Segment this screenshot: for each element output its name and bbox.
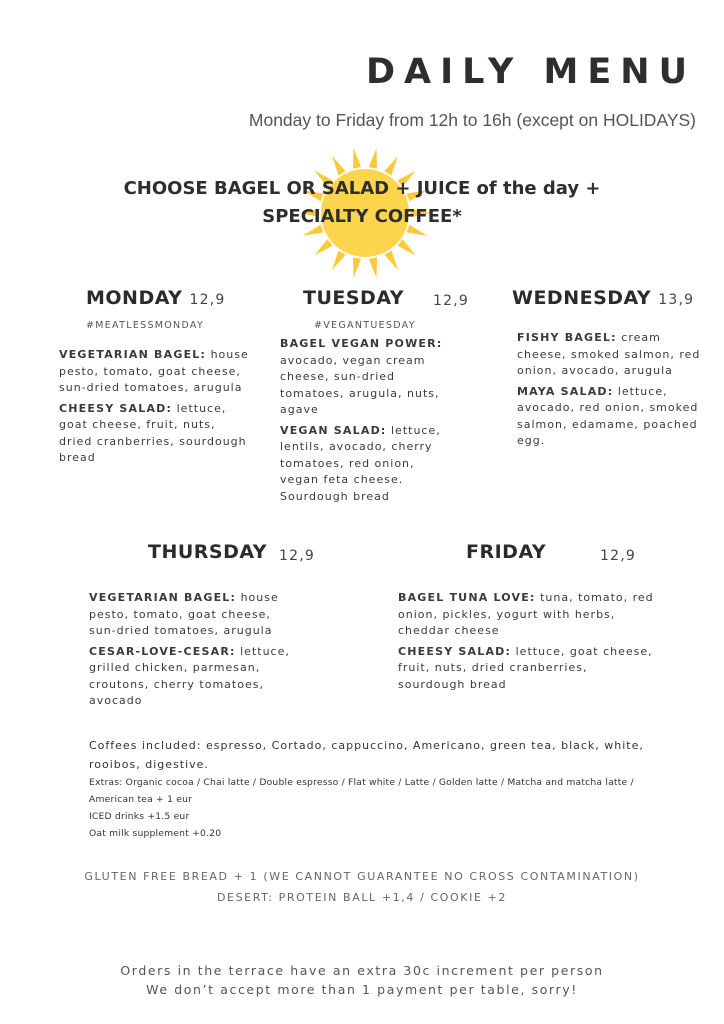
day-wednesday [512,287,694,309]
notes-section [0,866,724,908]
oat-milk: Oat milk supplement +0.20 [89,828,222,839]
day-tag: #MEATLESSMONDAY [86,320,205,331]
item-desc: lettuce, goat cheese, fruit, nuts, dried cranberries, sourdough bread [398,644,653,691]
menu-item [517,384,702,450]
item-label: CHEESY SALAD: [398,644,512,658]
item-label: VEGETARIAN BAGEL: [59,348,207,361]
item-label: VEGAN SALAD: [280,423,387,437]
coffees-included: Coffees included: espresso, Cortado, cappuccino, Americano, green tea, black, white, rooibos, digestive. [89,739,644,771]
sun-ray [369,148,377,169]
thursday-items [89,590,294,714]
menu-item [59,401,249,467]
item-desc: house pesto, tomato, goat cheese, sun-dried tomatoes, arugula [89,591,279,637]
sun-ray [369,257,377,278]
day-price: 13,9 [658,292,695,308]
wednesday-items [517,330,702,454]
day-title: TUESDAY [303,287,404,309]
offer-line-2: SPECIALTY COFFEE* [262,206,462,227]
item-label: CESAR-LOVE-CESAR: [89,644,236,658]
menu-title: DAILY MENU [366,52,696,92]
menu-item [398,644,658,694]
sun-ray [397,239,415,255]
coffee-section [89,736,649,842]
day-monday [86,287,225,309]
day-tag: #VEGANTUESDAY [314,320,416,331]
day-price: 12,9 [279,548,315,564]
sun-ray [384,251,398,271]
day-title: WEDNESDAY [512,287,652,309]
offer-text [0,175,724,231]
item-label: CHEESY SALAD: [59,401,173,415]
item-desc: avocado, vegan cream cheese, sun-dried tomatoes, arugula, nuts, agave [280,353,440,416]
menu-item [398,590,658,640]
menu-item [280,336,445,419]
monday-items [59,347,249,471]
sun-ray [314,239,332,255]
terrace-note: Orders in the terrace have an extra 30c increment per person [120,963,604,978]
offer-line-1: CHOOSE BAGEL OR SALAD + JUICE of the day + [123,178,601,199]
footer [0,961,724,999]
day-title: MONDAY [86,287,183,309]
item-desc: lettuce, avocado, red onion, smoked salmon, edamame, poached egg. [517,384,699,447]
friday-items [398,590,658,697]
day-price: 12,9 [433,293,469,309]
menu-item [89,644,294,710]
day-price: 12,9 [189,292,226,308]
sun-ray [353,148,361,169]
item-label: BAGEL TUNA LOVE: [398,591,536,604]
item-desc: lettuce, grilled chicken, parmesan, croutons, cherry tomatoes, avocado [89,644,290,707]
item-label: VEGETARIAN BAGEL: [89,591,237,604]
sun-ray [353,257,361,278]
sun-ray [384,156,398,176]
item-desc: cream cheese, smoked salmon, red onion, avocado, arugula [517,331,701,377]
menu-item [59,347,249,397]
item-label: MAYA SALAD: [517,384,614,398]
item-label: BAGEL VEGAN POWER: [280,337,443,350]
payment-note: We don’t accept more than 1 payment per table, sorry! [146,982,578,997]
tuesday-items [280,336,445,509]
item-desc: lettuce, goat cheese, fruit, nuts, dried cranberries, sourdough bread [59,401,247,464]
menu-item [89,590,294,640]
item-label: FISHY BAGEL: [517,331,617,344]
item-desc: house pesto, tomato, goat cheese, sun-dried tomatoes, arugula [59,348,249,394]
menu-item [517,330,702,380]
menu-subtitle: Monday to Friday from 12h to 16h (except on HOLIDAYS) [248,110,696,130]
iced-drinks: ICED drinks +1.5 eur [89,811,190,822]
sun-ray [332,251,346,271]
sun-ray [332,156,346,176]
day-title: FRIDAY [466,541,547,563]
item-desc: tuna, tomato, red onion, pickles, yogurt with herbs, cheddar cheese [398,591,654,637]
menu-item [280,423,445,506]
desert-note: DESERT: PROTEIN BALL +1,4 / COOKIE +2 [216,891,508,904]
day-title: THURSDAY [148,541,268,563]
item-desc: lettuce, lentils, avocado, cherry tomatoes, red onion, vegan feta cheese. Sourdough bread [280,423,441,503]
coffee-extras: Extras: Organic cocoa / Chai latte / Double espresso / Flat white / Latte / Golden latte / Matcha and matcha latte / American tea + 1 eur [89,777,634,805]
gluten-free-note: GLUTEN FREE BREAD + 1 (WE CANNOT GUARANTEE NO CROSS CONTAMINATION) [84,870,640,883]
day-price: 12,9 [600,548,636,564]
